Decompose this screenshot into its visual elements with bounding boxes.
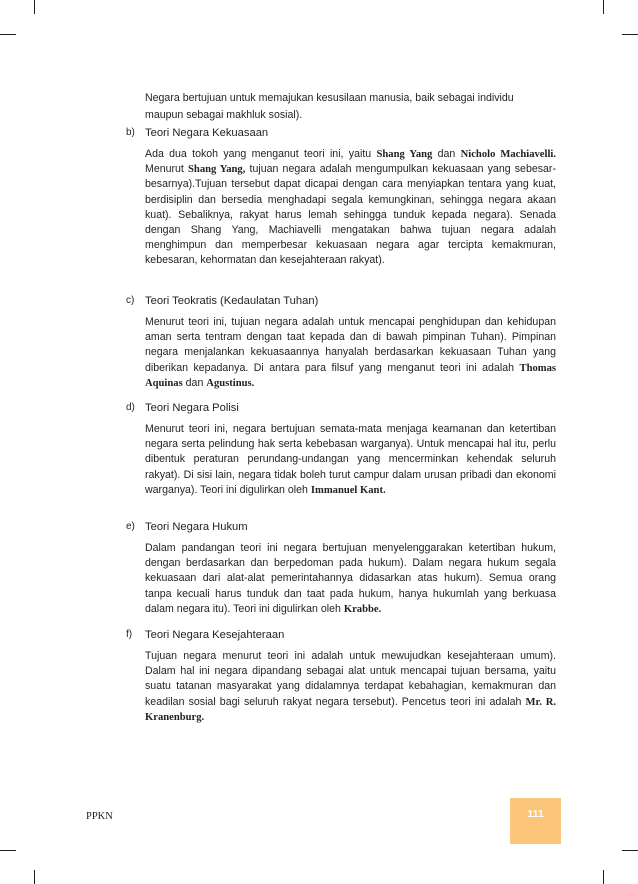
intro-paragraph: Negara bertujuan untuk memajukan kesusilaan manusia, baik sebagai individu maupun sebagai makhluk sosial). [145,92,514,121]
crop-mark [603,870,604,884]
section-body [145,541,556,617]
footer-subject-label: PPKN [86,811,113,822]
section-teori-negara-kekuasaan [126,125,556,269]
crop-mark [0,34,16,35]
person-name: Agustinus. [206,377,255,389]
section-heading [126,125,556,141]
body-text: Dalam pandangan teori ini negara bertujuan menyelenggarakan ketertiban hukum, dengan berdasarkan dan berpedoman pada hukum). Dalam negara hukum segala kekuasaan dari alat-alat pemerintahannya didasarkan atas hukum). Semua orang tanpa kecuali harus tunduk dan taat pada hukum, hanya hukumlah yang berkuasa dalam negara itu). Teori ini digulirkan oleh [145,542,556,615]
section-heading [126,400,556,416]
crop-mark [603,0,604,14]
section-title: Teori Negara Hukum [145,521,248,533]
crop-mark [34,0,35,14]
page-number: 111 [527,808,544,820]
body-text: tujuan negara adalah mengumpulkan kekuasaan yang sebesar-besarnya).Tujuan tersebut dapat dicapai dengan cara menyiapkan tentara yang kuat, berdisiplin dan bersedia menghadapi segala kemungkinan, sehingga negara akaan kuat). Sebaliknya, rakyat harus lemah sehingga tunduk kepada negara). Senada dengan Shang Yang, Machiavelli mengatakan bahwa tujuan negara adalah menghimpun dan memperbesar kekuasaan negara agar tercipta kemakmuran, kebesaran, kehormatan dan kesejahteraan rakyat). [145,163,556,267]
section-heading [126,519,556,535]
body-text: dan [185,376,204,389]
section-title: Teori Teokratis (Kedaulatan Tuhan) [145,295,319,307]
crop-mark [34,870,35,884]
person-name: Shang Yang [376,149,433,160]
section-title: Teori Negara Kekuasaan [145,127,269,139]
section-body [145,422,556,498]
section-letter: b) [126,127,135,138]
section-letter: d) [126,402,135,413]
section-body [145,147,556,269]
body-text: Ada dua tokoh yang menganut teori ini, yaitu [145,148,372,160]
section-body [145,649,556,725]
body-text: Menurut teori ini, negara bertujuan semata-mata menjaga keamanan dan ketertiban negara serta pelindung hak serta kebebasan warganya). Untuk mencapai hal itu, perlu dibentuk peraturan perundang-undangan yang mencerminkan kehendak seluruh rakyat). Di sisi lain, negara tidak boleh turut campur dalam urusan pribadi dan ekonomi warganya). Teori ini digulirkan oleh [145,423,556,496]
section-teori-negara-hukum [126,519,556,617]
section-teori-negara-polisi [126,400,556,498]
crop-mark [622,34,638,35]
body-text: Menurut teori ini, tujuan negara adalah untuk mencapai penghidupan dan kehidupan aman serta tentram dengan taat kepada dan di bawah pimpinan Tuhan). Pimpinan negara menjalankan kekuasaannya hanyalah berdasarkan kekuasaan Tuhan yang diberikan kepadanya. Di antara para filsuf yang menganut teori ini adalah [145,316,556,374]
person-name: Krabbe. [343,603,382,615]
section-heading [126,627,556,643]
crop-mark [622,850,638,851]
section-letter: e) [126,521,135,532]
crop-mark [0,850,16,851]
person-name: Immanuel Kant. [310,484,386,496]
body-text: Menurut [145,163,184,176]
section-heading [126,293,556,309]
page-number-tab [510,798,561,844]
section-teori-teokratis [126,293,556,391]
section-body [145,315,556,391]
body-text: Tujuan negara menurut teori ini adalah untuk mewujudkan kesejahteraan umum). Dalam hal ini negara dipandang sebagai alat untuk mencapai tujuan bersama, yaitu suatu tatanan masyarakat yang didalamnya terdapat kebahagian, kemakmuran dan keadilan sosial bagi seluruh rakyat negara tersebut). Pencetus teori ini adalah [145,650,556,708]
section-letter: c) [126,295,135,306]
section-letter: f) [126,629,133,640]
body-text: dan [437,148,456,160]
section-title: Teori Negara Polisi [145,402,239,414]
person-name: Nicholo Machiavelli. [460,149,556,160]
person-name: Shang Yang, [188,164,246,176]
section-title: Teori Negara Kesejahteraan [145,629,285,641]
section-teori-negara-kesejahteraan [126,627,556,725]
person-name: Mr. R. Kranenburg. [145,696,557,723]
person-name: Thomas Aquinas [145,362,556,389]
